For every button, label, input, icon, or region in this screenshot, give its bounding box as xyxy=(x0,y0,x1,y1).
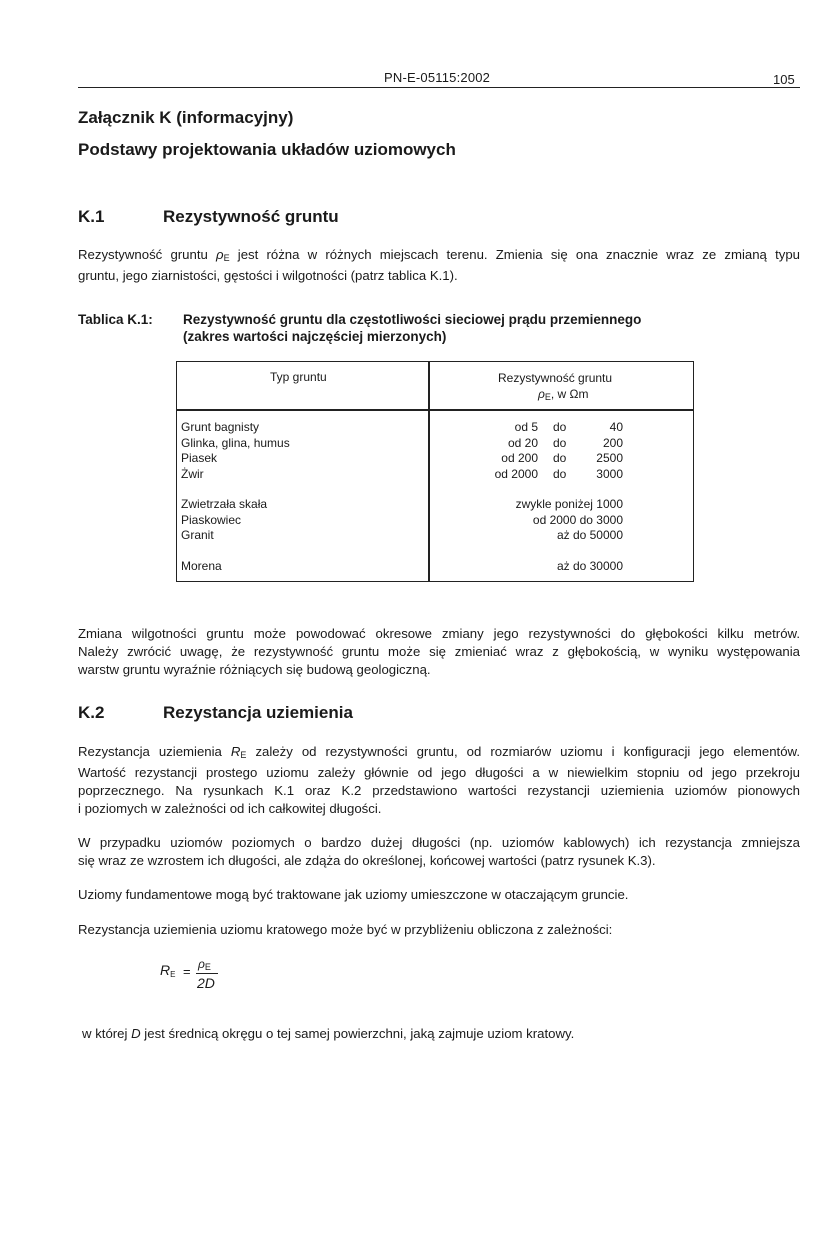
section2-paragraph2: W przypadku uziomów poziomych o bardzo dużej długości (np. uziomów kablowych) ich rezystancja zmniejsza się wraz ze wzrostem ich długości, ale zdąża do określonej, końcowej wartości (patrz rysunek K.3). xyxy=(78,835,800,868)
d-symbol: D xyxy=(131,1026,141,1041)
rho-symbol: ρ xyxy=(216,247,224,262)
section1-number: K.1 xyxy=(78,207,105,226)
formula-fraction-bar xyxy=(196,973,218,974)
table-group1-max: 40 200 2500 3000 xyxy=(596,420,623,481)
table-row: Morena xyxy=(181,559,222,573)
table-row: Grunt bagnisty xyxy=(181,420,260,434)
formula-equals: = xyxy=(183,964,191,979)
table-group1-types xyxy=(181,420,290,482)
section2-paragraph3: Uziomy fundamentowe mogą być traktowane jak uziomy umieszczone w otaczającym gruncie. xyxy=(78,887,629,902)
table-row: Zwietrzała skała xyxy=(181,497,268,511)
section2-title: Rezystancja uziemienia xyxy=(163,703,353,722)
section2-paragraph5: w której D jest średnicą okręgu o tej samej powierzchni, jaką zajmuje uziom kratowy. xyxy=(82,1026,575,1041)
annex-label: Załącznik K (informacyjny) xyxy=(78,108,294,127)
table-row: Piaskowiec xyxy=(181,512,242,527)
section2-paragraph4: Rezystancja uziemienia uziomu kratowego może być w przybliżeniu obliczona z zależności: xyxy=(78,922,613,937)
table-group2-types xyxy=(181,497,267,544)
table-group1-from: od 5 od 20 od 200 od 2000 xyxy=(494,420,538,481)
table-column-divider xyxy=(428,361,430,582)
table-group1-to: do do do do xyxy=(553,420,567,481)
page-number: 105 xyxy=(773,72,795,87)
col-header-type: Typ gruntu xyxy=(270,370,327,384)
col-header-resistivity: Rezystywność gruntu xyxy=(498,371,613,385)
col-header-unit: $\rho_E$, w Ωm xyxy=(538,387,589,402)
annex-title: Podstawy projektowania układów uziomowych xyxy=(78,140,456,159)
formula-denominator: 2D xyxy=(197,975,215,991)
standard-id: PN-E-05115:2002 xyxy=(384,70,491,85)
moisture-paragraph: Zmiana wilgotności gruntu może powodować okresowe zmiany jego rezystywności do głębokości kilku metrów. Należy zwrócić uwagę, że rezystywność gruntu może się zmieniać wraz z głębokością, w wyniku występowania warstw gruntu wyraźnie różniących się budową geologiczną. xyxy=(78,626,800,677)
table-caption-line2: (zakres wartości najczęściej mierzonych) xyxy=(183,329,447,344)
table-group3-value: aż do 30000 xyxy=(556,559,623,573)
table-row: Granit xyxy=(181,528,214,542)
table-row: Glinka, glina, humus xyxy=(181,435,290,450)
intro-line-1: Rezystywność gruntu $\rho_E$ jest różna w różnych miejscach terenu. Zmienia się ona znacznie wraz ze zmianą typu xyxy=(78,247,800,263)
table-label: Tablica K.1: xyxy=(78,312,153,327)
section1-intro xyxy=(78,246,800,285)
table-row: Żwir xyxy=(181,466,204,481)
formula-lhs: $R_E$ xyxy=(160,962,176,979)
re-symbol: R xyxy=(230,744,241,759)
table-caption-line1: Rezystywność gruntu dla częstotliwości sieciowej prądu przemiennego xyxy=(183,312,642,327)
header-rule xyxy=(78,87,800,88)
table-group2-values: zwykle poniżej 1000 od 2000 do 3000 aż do 50000 xyxy=(515,497,623,542)
table-row: Piasek xyxy=(181,451,218,465)
section2-number: K.2 xyxy=(78,703,105,722)
section1-title: Rezystywność gruntu xyxy=(163,207,339,226)
table-header-divider xyxy=(176,409,694,411)
section2-paragraph1: Rezystancja uziemienia $R_E$ zależy od rezystywności gruntu, od rozmiarów uziomu i konfiguracji jego elementów. Wartość rezystancji prostego uziomu zależy głównie od jego długości a w niewielkim stopniu od jego przekroju poprzecznego. Na rysunkach K.1 oraz K.2 przedstawiono wartości rezystancji uziemienia uziomów pionowych i poziomych w zależności od ich całkowitej długości. xyxy=(78,744,800,816)
intro-line-2: gruntu, jego ziarnistości, gęstości i wilgotności (patrz tablica K.1). xyxy=(78,268,458,283)
formula-numerator: $\rho_E$ xyxy=(198,957,211,972)
